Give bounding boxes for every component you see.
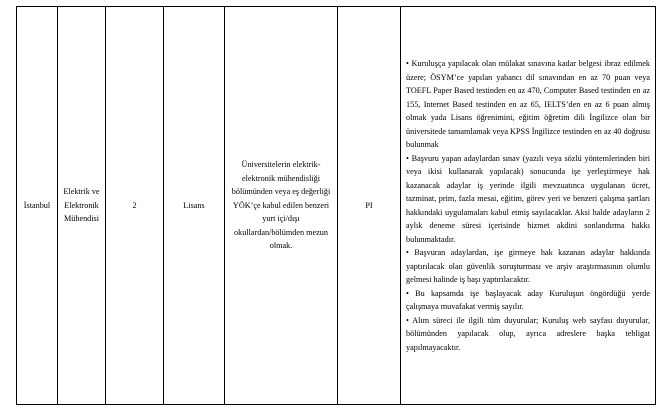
city-cell: İstanbul — [17, 7, 58, 405]
requirement-item: • Alım süreci ile ilgili tüm duyurular; Kuruluş web sayfası duyurular, bölümünden yapılacak olup, ayrıca adreslere başka tebligat yapılmayacaktır. — [406, 315, 650, 352]
table-row — [17, 7, 656, 405]
requirement-item: • Bu kapsamda işe başlayacak aday Kuruluşun öngördüğü yerde çalışmaya muvafakat vermiş sayılır. — [406, 288, 650, 311]
job-listing-table — [16, 6, 656, 405]
requirement-item: • Kuruluşça yapılacak olan mülakat sınavına kadar belgesi ibraz edilmek üzere; ÖSYM’ce yapılan yabancı dil sınavından en az 70 puan veya TOEFL Paper Based testinden en az 470, Computer Based testinden en az 155, Internet Based testinden en az 65, IELTS’den en az 6 puan almış olmak yada Lisans öğrenimini, eğitim öğretim dili İngilizce olan bir üniversitede tamamlamak veya KPSS İngilizce testinden en az 40 doğrusu bulunmak — [406, 59, 650, 149]
requirements-cell — [401, 7, 656, 405]
position-cell: PI — [338, 7, 401, 405]
degree-cell: Lisans — [164, 7, 225, 405]
qualification-cell: Üniversitelerin elektrik-elektronik mühendisliği bölümünden veya eş değerliği YÖK’çe kabul edilen benzeri yurt içi/dışı okullardan/bölümden mezun olmak. — [225, 7, 338, 405]
count-cell: 2 — [106, 7, 164, 405]
program-cell: Elektrik ve Elektronik Mühendisi — [58, 7, 106, 405]
requirement-item: • Başvuran adaylardan, işe girmeye hak kazanan adaylar hakkında yaptırılacak olan güvenlik soruşturması ve arşiv araştırmasının olumlu gelmesi halinde iş başı yaptırılacaktır. — [406, 248, 650, 284]
requirement-item: • Başvuru yapan adaylardan sınav (yazılı veya sözlü yöntemlerinden biri veya ikisi kullanarak yapılacak) sonucunda işe yerleştirmeye hak kazanacak adaylar iş yerinde ilgili mevzuatınca uygulanan ücret, tazminat, prim, fazla mesai, eğitim, görev yeri ve benzeri çalışma şartları hakkındaki uygulamaları kabul etmiş sayılacaklar. Aksi halde adayların 2 aylık deneme süresi içerisinde hizmet akdini sonlandırma hakkı bulunmaktadır. — [406, 153, 650, 244]
